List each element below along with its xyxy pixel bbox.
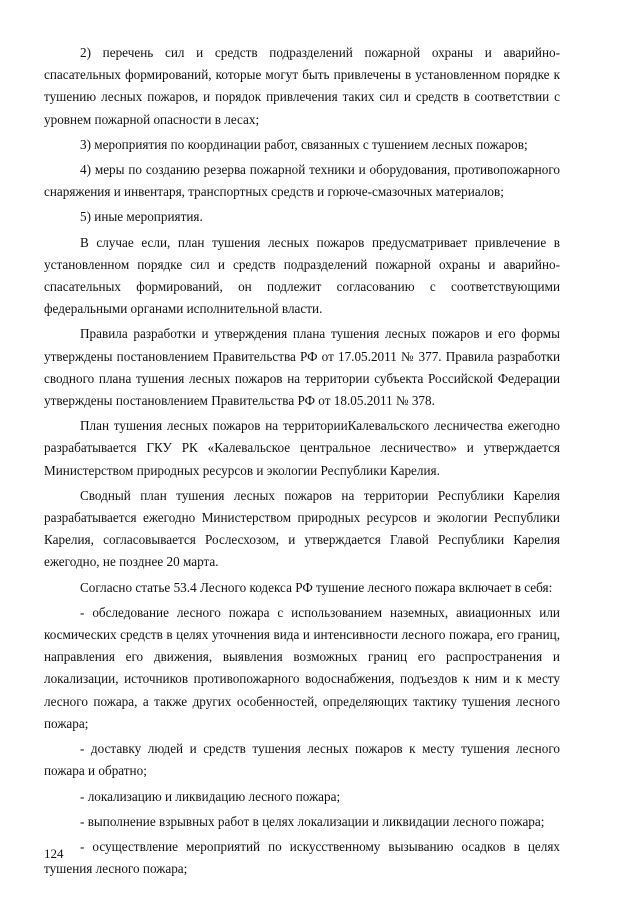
paragraph-coordination: 3) мероприятия по координации работ, связанных с тушением лесных пожаров; xyxy=(80,136,528,152)
paragraph-reserve: 4) меры по созданию резерва пожарной техники и оборудования, противопожарного снаряжения и инвентаря, транспортных средств и горюче-смазочных материалов; xyxy=(44,162,560,200)
list-item-blasting: - выполнение взрывных работ в целях локализации и ликвидации лесного пожара; xyxy=(80,813,545,829)
paragraph-other: 5) иные мероприятия. xyxy=(80,209,203,225)
paragraph-forces-list: 2) перечень сил и средств подразделений пожарной охраны и аварийно-спасательных формирований, которые могут быть привлечены в установленном порядке к тушению лесных пожаров, и порядок привлечения таких сил и средств в соответствии с уровнем пожарной опасности в лесах; xyxy=(44,45,560,127)
list-item-localization: - локализацию и ликвидацию лесного пожара; xyxy=(80,788,341,804)
paragraph-article-intro: Согласно статье 53.4 Лесного кодекса РФ тушение лесного пожара включает в себя: xyxy=(80,579,553,595)
body-text xyxy=(44,42,560,883)
paragraph-kalevala-plan: План тушения лесных пожаров на территорииКалевальского лесничества ежегодно разрабатывается ГКУ РК «Калевальское центральное лесничество» и утверждается Министерством природных ресурсов и экологии Республики Карелия. xyxy=(44,418,560,478)
list-item-precipitation: - осуществление мероприятий по искусственному вызыванию осадков в целях тушения лесного пожара; xyxy=(44,838,560,877)
page-number: 124 xyxy=(44,846,64,861)
list-item-delivery: - доставку людей и средств тушения лесных пожаров к месту тушения лесного пожара и обратно; xyxy=(44,741,560,779)
list-item-inspection: - обследование лесного пожара с использованием наземных, авиационных или космических средств в целях уточнения вида и интенсивности лесного пожара, его границ, направления его движения, выявления возможных границ его распространения и локализации, источников противопожарного водоснабжения, подъездов к ним и к месту лесного пожара, а также других особенностей, определяющих тактику тушения лесного пожара; xyxy=(44,604,560,731)
paragraph-summary-plan: Сводный план тушения лесных пожаров на территории Республики Карелия разрабатывается ежегодно Министерством природных ресурсов и экологии Республики Карелия, согласовывается Рослесхозом, и утверждается Главой Республики Карелия ежегодно, не позднее 20 марта. xyxy=(44,487,560,570)
paragraph-approval: В случае если, план тушения лесных пожаров предусматривает привлечение в установленном порядке сил и средств подразделений пожарной охраны и аварийно-спасательных формирований, он подлежит согласованию с соответствующими федеральными органами исполнительной власти. xyxy=(44,234,560,317)
paragraph-rules: Правила разработки и утверждения плана тушения лесных пожаров и его формы утверждены постановлением Правительства РФ от 17.05.2011 № 377. Правила разработки сводного плана тушения лесных пожаров на территории субъекта Российской Федерации утверждены постановлением Правительства РФ от 18.05.2011 № 378. xyxy=(44,326,560,409)
